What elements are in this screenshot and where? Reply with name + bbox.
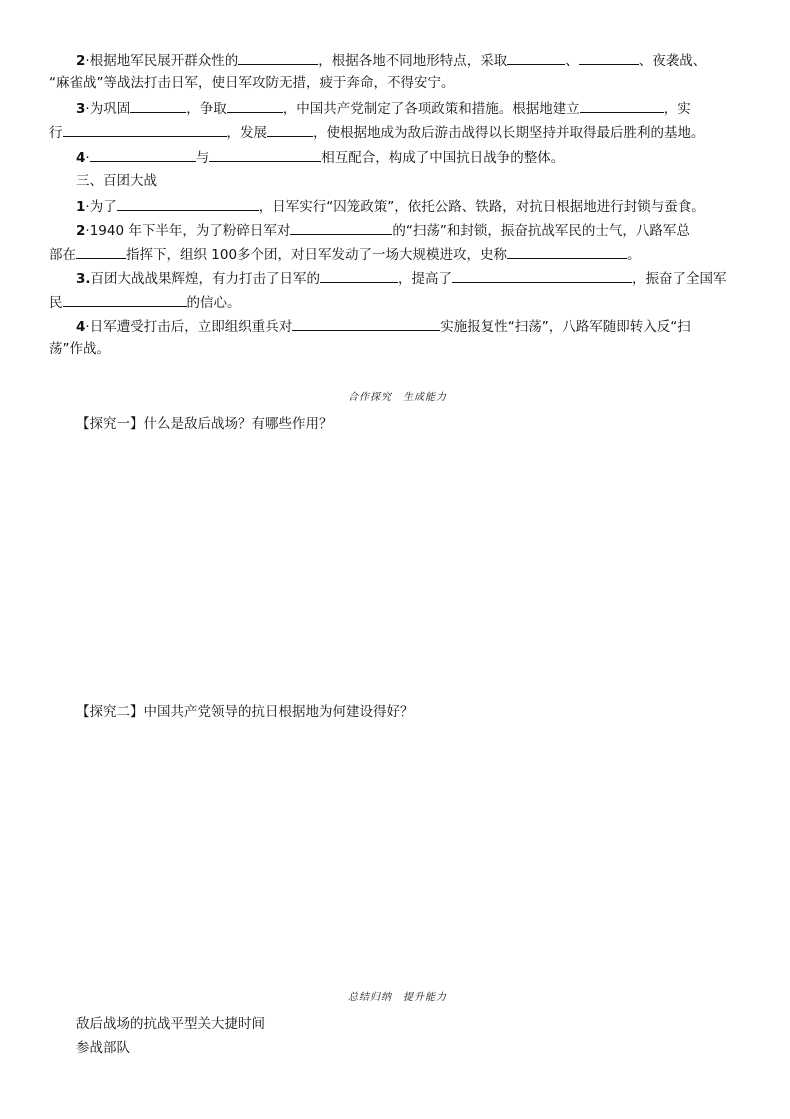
question-text: 的信心。 <box>186 295 241 311</box>
question-text: 民 <box>49 295 63 311</box>
question-text: ·为巩固 <box>85 101 131 117</box>
question-2-line-1 <box>76 50 706 70</box>
question-text: 、 <box>565 53 579 69</box>
question-3-line-1 <box>76 98 691 118</box>
section-3-question-3-line-2 <box>49 292 241 312</box>
question-text: ，争取 <box>186 101 227 117</box>
answer-blank[interactable] <box>290 220 392 235</box>
answer-blank[interactable] <box>238 50 318 65</box>
section-title: 三、百团大战 <box>76 173 157 189</box>
answer-blank[interactable] <box>63 122 227 137</box>
answer-blank[interactable] <box>63 292 187 307</box>
question-text: ·日军遭受打击后，立即组织重兵对 <box>85 319 293 335</box>
question-text: · <box>85 150 90 166</box>
question-text: ，振奋了全国军 <box>632 271 727 287</box>
question-number: 4 <box>76 150 86 166</box>
question-text: “麻雀战”等战法打击日军，使日军攻防无措，疲于奔命，不得安宁。 <box>49 75 455 91</box>
question-text: 与 <box>195 150 210 166</box>
question-number: 3. <box>76 271 91 287</box>
section-3-question-4-line-2 <box>49 340 110 358</box>
answer-blank[interactable] <box>507 244 627 259</box>
section-heading-cooperation: 合作探究 生成能力 <box>348 392 447 403</box>
question-number: 2 <box>76 223 86 239</box>
question-2-line-2 <box>49 74 455 92</box>
question-text: 的“扫荡”和封锁，振奋抗战军民的士气，八路军总 <box>392 223 690 239</box>
summary-line-1: 敌后战场的抗战平型关大捷时间 <box>76 1016 265 1032</box>
question-number: 3 <box>76 101 86 117</box>
explore-1-prompt: 【探究一】什么是敌后战场？有哪些作用？ <box>76 416 333 432</box>
question-text: 。 <box>627 247 641 263</box>
question-text: 部在 <box>49 247 76 263</box>
answer-blank[interactable] <box>267 122 313 137</box>
question-text: 荡”作战。 <box>49 341 110 357</box>
question-text: 实施报复性“扫荡”，八路军随即转入反“扫 <box>440 319 691 335</box>
summary-line-2: 参战部队 <box>76 1040 130 1056</box>
question-text: 相互配合，构成了中国抗日战争的整体。 <box>321 150 565 166</box>
answer-blank[interactable] <box>117 196 259 211</box>
answer-blank[interactable] <box>90 147 196 162</box>
question-text: 指挥下，组织 100多个团，对日军发动了一场大规模进攻，史称 <box>126 247 508 263</box>
question-text: 行 <box>49 125 63 141</box>
question-text: 、夜袭战、 <box>638 53 707 69</box>
section-3-question-4-line-1 <box>76 316 691 336</box>
question-text: ，发展 <box>226 125 267 141</box>
answer-blank[interactable] <box>227 98 283 113</box>
question-text: ，提高了 <box>398 271 453 287</box>
answer-blank[interactable] <box>452 268 632 283</box>
question-text: ，根据各地不同地形特点，采取 <box>318 53 508 69</box>
answer-blank[interactable] <box>209 147 321 162</box>
question-text: ，日军实行“囚笼政策”，依托公路、铁路，对抗日根据地进行封锁与蚕食。 <box>258 199 705 215</box>
section-3-question-2-line-1 <box>76 220 690 240</box>
answer-blank[interactable] <box>507 50 565 65</box>
question-text: ·1940 年下半年，为了粉碎日军对 <box>85 223 291 239</box>
question-text: ·为了 <box>85 199 117 215</box>
question-number: 1 <box>76 199 86 215</box>
answer-blank[interactable] <box>320 268 398 283</box>
question-number: 2 <box>76 53 86 69</box>
section-3-question-3-line-1 <box>76 268 727 288</box>
answer-blank[interactable] <box>579 50 639 65</box>
explore-2-prompt: 【探究二】中国共产党领导的抗日根据地为何建设得好？ <box>76 704 414 720</box>
question-3-line-2 <box>49 122 705 142</box>
question-4-line <box>76 147 564 167</box>
section-heading-summary: 总结归纳 提升能力 <box>348 992 447 1003</box>
question-number: 4 <box>76 319 86 335</box>
section-3-question-2-line-2 <box>49 244 641 264</box>
answer-blank[interactable] <box>130 98 186 113</box>
question-text: ，中国共产党制定了各项政策和措施。根据地建立 <box>282 101 580 117</box>
answer-blank[interactable] <box>292 316 440 331</box>
question-text: ，使根据地成为敌后游击战得以长期坚持并取得最后胜利的基地。 <box>313 125 705 141</box>
answer-blank[interactable] <box>76 244 126 259</box>
answer-blank[interactable] <box>580 98 664 113</box>
question-text: ·根据地军民展开群众性的 <box>85 53 239 69</box>
question-text: ，实 <box>663 101 691 117</box>
question-text: 百团大战战果辉煌，有力打击了日军的 <box>90 271 321 287</box>
section-3-question-1 <box>76 196 705 216</box>
